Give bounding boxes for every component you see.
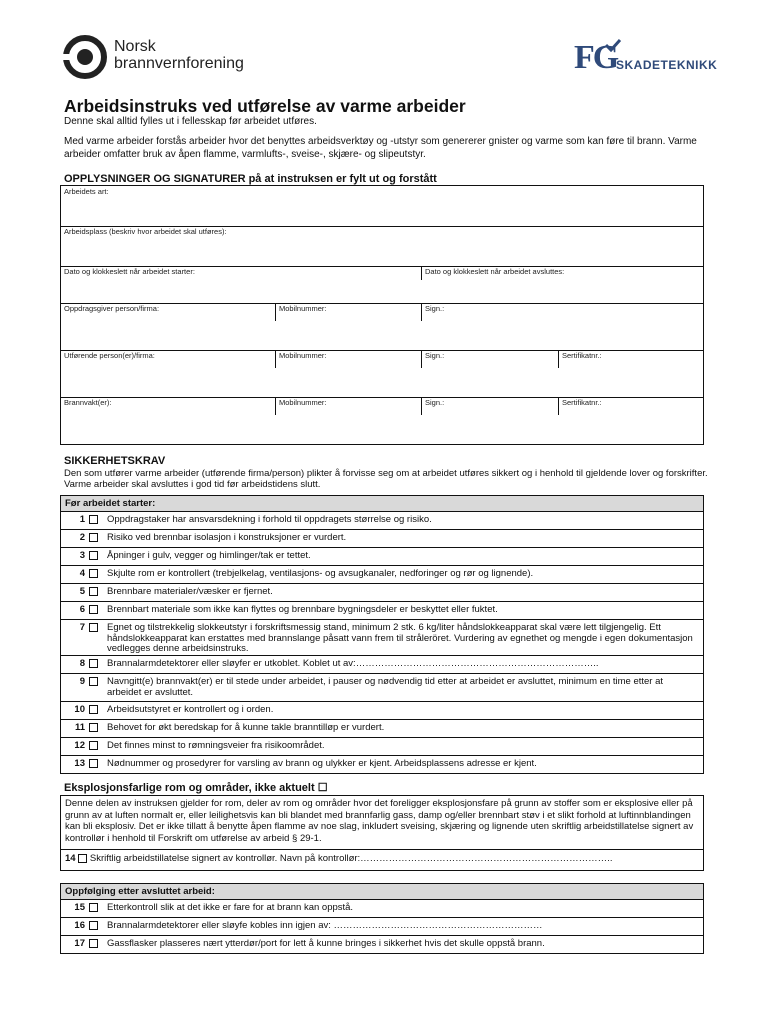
field-label-slutt: Dato og klokkeslett når arbeidet avsluttes: [425, 267, 565, 276]
checkbox[interactable] [89, 705, 98, 714]
sikkerhet-text: Den som utfører varme arbeider (utførende firma/person) plikter å forvisse seg om at arbeidet utføres sikkert og i henhold til gjeldende lover og forskrifter. Varme arbeider skal avsluttes i god tid før arbeidstidens slutt. [64, 468, 708, 490]
checkbox-cell [87, 656, 103, 674]
checklist-row [61, 512, 704, 530]
item-text: Åpninger i gulv, vegger og himlinger/tak er tettet. [103, 548, 704, 566]
page-title: Arbeidsinstruks ved utførelse av varme arbeider [64, 96, 466, 116]
item-number: 10 [61, 702, 88, 720]
checkbox[interactable] [89, 659, 98, 668]
checkbox[interactable] [89, 741, 98, 750]
nbf-ring-icon [62, 34, 108, 80]
item-text: Brennbare materialer/væsker er fjernet. [103, 584, 704, 602]
eksplosjon-text: Denne delen av instruksen gjelder for rom, deler av rom og områder hvor det foreligger eksplosjonsfare på grunn av stoffer som er eksplosive eller på grunn av at luften normalt er, eller leilighetsvis kan bli blandet med brannfarlig gass, damp og/eller brennbart støv i et slikt forhold at luftinnblandingen kan bli eksplosiv. Det er ikke tillatt å benytte åpen flamme av noe slag, inkludert sveising, skjæring og lignende uten skriftlig arbeidstillatelse signert av kontrollør i henhold til Forskrift om utførelse av arbeid § 29-1. [65, 798, 694, 844]
checkbox-cell [87, 530, 103, 548]
checklist-row [61, 702, 704, 720]
item-number: 16 [61, 918, 88, 936]
nbf-logo [62, 34, 262, 80]
checkbox[interactable] [89, 903, 98, 912]
oppfolging-checklist [60, 883, 704, 954]
item-text: Oppdragstaker har ansvarsdekning i forhold til oppdragets størrelse og risiko. [103, 512, 704, 530]
item-number: 9 [61, 674, 88, 702]
field-label-sert-1: Sertifikatnr.: [562, 351, 602, 360]
checkbox-cell [87, 936, 103, 954]
field-label-sign-3: Sign.: [425, 398, 445, 407]
checkbox[interactable] [89, 515, 98, 524]
checklist-row [61, 566, 704, 584]
fg-skadeteknikk-logo [574, 39, 718, 80]
item-number: 2 [61, 530, 88, 548]
oppfolging-header: Oppfølging etter avsluttet arbeid: [61, 884, 704, 900]
checkbox[interactable] [89, 551, 98, 560]
item-text: Brennbart materiale som ikke kan flyttes og brennbare bygningsdeler er beskyttet eller fuktet. [103, 602, 704, 620]
checklist-header: Før arbeidet starter: [61, 496, 704, 512]
field-label-start: Dato og klokkeslett når arbeidet starter: [64, 267, 195, 276]
item-text: Skriftlig arbeidstillatelse signert av kontrollør. Navn på kontrollør:…………………………………………………………………….. [89, 853, 613, 864]
item-number: 17 [61, 936, 88, 954]
item-text: Brannalarmdetektorer eller sløyfe kobles inn igjen av: ………………………………………………………… [103, 918, 704, 936]
field-label-mobil-3: Mobilnummer: [279, 398, 327, 407]
checklist-row [61, 548, 704, 566]
intro-text: Med varme arbeider forstås arbeider hvor det benyttes arbeidsverktøy og -utstyr som genererer gnister og varme som kan føre til brann. Varme arbeider omfatter bruk av åpen flamme, varmlufts-, sveise-, skjære- og slipeutstyr. [64, 136, 697, 160]
field-label-mobil-1: Mobilnummer: [279, 304, 327, 313]
info-section-title: OPPLYSNINGER OG SIGNATURER på at instruksen er fylt ut og forstått [64, 173, 437, 185]
checkbox[interactable] [89, 605, 98, 614]
subtitle: Denne skal alltid fylles ut i fellesskap før arbeidet utføres. [64, 116, 317, 127]
item-text: Gassflasker plasseres nært ytterdør/port for lett å kunne bringes i sikkerhet hvis det skulle oppstå brann. [103, 936, 704, 954]
checkbox-cell [87, 756, 103, 774]
checklist-row [61, 900, 704, 918]
checkbox[interactable] [89, 569, 98, 578]
checklist-row [61, 756, 704, 774]
checkbox-cell [87, 674, 103, 702]
item-number: 13 [61, 756, 88, 774]
checkbox[interactable] [89, 939, 98, 948]
checklist-row [61, 656, 704, 674]
item-number: 15 [61, 900, 88, 918]
item-number: 8 [61, 656, 88, 674]
checkbox-cell [87, 918, 103, 936]
item-text: Det finnes minst to rømningsveier fra risikoområdet. [103, 738, 704, 756]
field-label-mobil-2: Mobilnummer: [279, 351, 327, 360]
fg-letters: FG [574, 39, 618, 76]
field-label-sign-2: Sign.: [425, 351, 445, 360]
item-number: 14 [65, 853, 76, 864]
checkbox-cell [87, 720, 103, 738]
checkbox[interactable] [89, 759, 98, 768]
item-number: 11 [61, 720, 88, 738]
item-text: Brannalarmdetektorer eller sløyfer er utkoblet. Koblet ut av:………………………………………………………………….. [103, 656, 704, 674]
item-number: 5 [61, 584, 88, 602]
checkbox[interactable] [89, 723, 98, 732]
field-label-sert-2: Sertifikatnr.: [562, 398, 602, 407]
sikkerhet-checklist [60, 495, 704, 774]
field-label-art: Arbeidets art: [64, 187, 109, 196]
checkbox-cell [87, 738, 103, 756]
info-form [60, 185, 704, 445]
item-number: 3 [61, 548, 88, 566]
item-text: Behovet for økt beredskap for å kunne takle branntilløp er vurdert. [103, 720, 704, 738]
field-label-plass: Arbeidsplass (beskriv hvor arbeidet skal utføres): [64, 227, 227, 236]
item-text: Egnet og tilstrekkelig slokkeutstyr i forskriftsmessig stand, minimum 2 stk. 6 kg/liter håndslokkeapparat skal være lett tilgjengelig. Ett håndslokkeapparat kan erstattes med brannslange påsatt vann frem til stråleröret. Vurdering av egnethet og mengde i egen dokumentasjon vedlegges denne arbeidsinstruks. [103, 620, 704, 656]
item-number: 1 [61, 512, 88, 530]
checklist-row [61, 602, 704, 620]
checkbox-cell [87, 566, 103, 584]
field-label-utforende: Utførende person(er)/firma: [64, 351, 155, 360]
item-number: 7 [61, 620, 88, 656]
item-text: Nødnummer og prosedyrer for varsling av brann og ulykker er kjent. Arbeidsplassens adresse er kjent. [103, 756, 704, 774]
checkbox[interactable] [89, 677, 98, 686]
item-number: 12 [61, 738, 88, 756]
checkbox-cell [87, 602, 103, 620]
nbf-name-line1: Norsk [114, 38, 156, 55]
checkbox[interactable] [89, 533, 98, 542]
checkbox[interactable] [89, 623, 98, 632]
nbf-name-line2: brannvernforening [114, 55, 244, 72]
checkbox-cell [87, 702, 103, 720]
sikkerhet-title: SIKKERHETSKRAV [64, 455, 166, 467]
checklist-row [61, 584, 704, 602]
field-label-sign-1: Sign.: [425, 304, 445, 313]
checkbox[interactable] [78, 854, 87, 863]
checklist-row [61, 918, 704, 936]
item-text: Arbeidsutstyret er kontrollert og i orden. [103, 702, 704, 720]
checkmark-icon [604, 38, 622, 52]
checklist-row [61, 530, 704, 548]
field-label-brannvakt: Brannvakt(er): [64, 398, 112, 407]
eksplosjon-item [65, 853, 612, 864]
checklist-row [61, 738, 704, 756]
item-text: Skjulte rom er kontrollert (trebjelkelag, ventilasjons- og avsugkanaler, nedforinger og rør og lignende). [103, 566, 704, 584]
checkbox-cell [87, 620, 103, 656]
checklist-row [61, 674, 704, 702]
checkbox-cell [87, 584, 103, 602]
item-text: Etterkontroll slik at det ikke er fare for at brann kan oppstå. [103, 900, 704, 918]
checkbox-cell [87, 512, 103, 530]
eksplosjon-title: Eksplosjonsfarlige rom og områder, ikke aktuelt ☐ [64, 782, 328, 794]
checkbox[interactable] [89, 587, 98, 596]
fg-wordmark: SKADETEKNIKK [616, 58, 718, 72]
checkbox[interactable] [89, 921, 98, 930]
item-text: Navngitt(e) brannvakt(er) er til stede under arbeidet, i pauser og nødvendig tid etter at arbeidet er avsluttet, minimum en time etter at arbeidet er avsluttet. [103, 674, 704, 702]
field-label-oppdrag: Oppdragsgiver person/firma: [64, 304, 160, 313]
checklist-row [61, 936, 704, 954]
item-number: 4 [61, 566, 88, 584]
checklist-row [61, 720, 704, 738]
checkbox-cell [87, 548, 103, 566]
item-text: Risiko ved brennbar isolasjon i konstruksjoner er vurdert. [103, 530, 704, 548]
item-number: 6 [61, 602, 88, 620]
checkbox-cell [87, 900, 103, 918]
checklist-row [61, 620, 704, 656]
eksplosjon-box [60, 795, 704, 871]
